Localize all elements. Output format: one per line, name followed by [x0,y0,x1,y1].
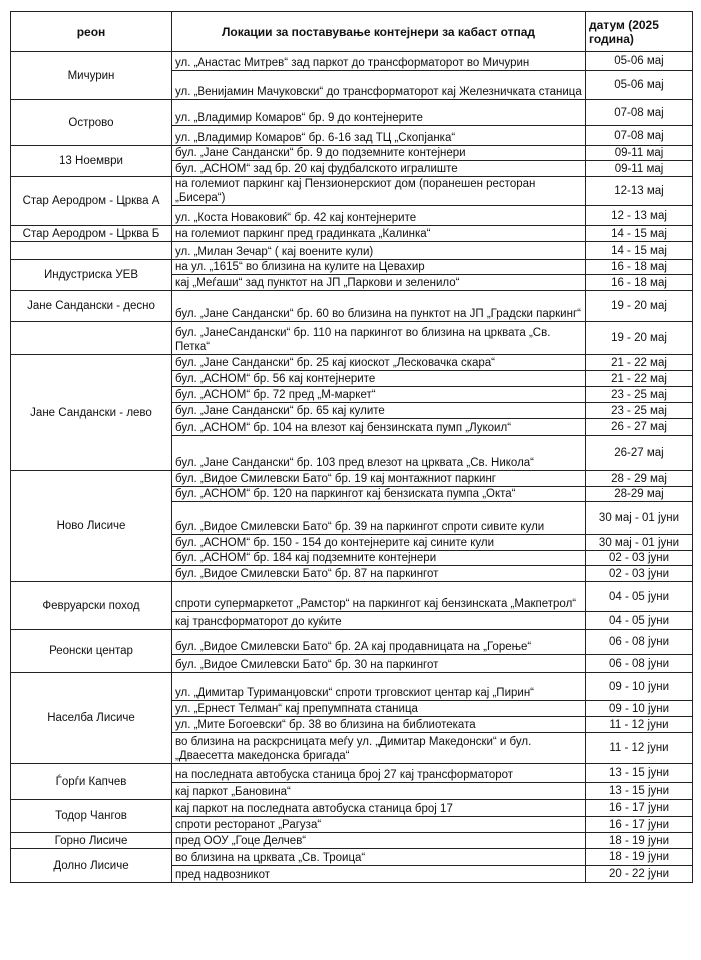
table-row [11,52,693,71]
location-cell: бул. „Видое Смилевски Бато“ бр. 39 на паркингот спроти сивите кули [172,502,586,535]
date-cell: 16 - 18 мај [586,275,693,291]
date-cell: 21 - 22 мај [586,355,693,371]
date-cell: 11 - 12 јуни [586,733,693,764]
location-cell: во близина на раскрсницата меѓу ул. „Димитар Македонски“ и бул. „Дваесетта македонска бригада“ [172,733,586,764]
location-cell: бул. „АСНОМ“ бр. 184 кај подземните контејнери [172,551,586,566]
date-cell: 16 - 17 јуни [586,800,693,817]
location-cell: на последната автобуска станица број 27 кај трансформаторот [172,764,586,783]
date-cell: 26-27 мај [586,436,693,471]
date-cell: 12-13 мај [586,177,693,206]
schedule-table [10,11,693,883]
location-cell: ул. „Милан Зечар“ ( кај воените кули) [172,242,586,260]
date-cell: 21 - 22 мај [586,371,693,387]
location-cell: бул. „АСНОМ“ бр. 120 на паркингот кај бензиската пумпа „Окта“ [172,487,586,502]
table-row [11,242,693,260]
location-cell: бул. „АСНОМ“ бр. 104 на влезот кај бензинската пумп „Лукоил“ [172,419,586,436]
date-cell: 30 мај - 01 јуни [586,502,693,535]
date-cell: 19 - 20 мај [586,322,693,355]
region-cell: Долно Лисиче [11,849,172,883]
schedule-body [11,52,693,883]
date-cell: 11 - 12 јуни [586,717,693,733]
location-cell: бул. „Видое Смилевски Бато“ бр. 19 кај монтажниот паркинг [172,471,586,487]
date-cell: 28-29 мај [586,487,693,502]
location-cell: ул. „Владимир Комаров“ бр. 9 до контејнерите [172,100,586,126]
date-cell: 14 - 15 мај [586,226,693,242]
date-cell: 19 - 20 мај [586,291,693,322]
date-cell: 20 - 22 јуни [586,866,693,883]
date-cell: 18 - 19 јуни [586,849,693,866]
location-cell: кај паркот на последната автобуска станица број 17 [172,800,586,817]
table-row [11,764,693,783]
region-cell: Населба Лисиче [11,673,172,764]
location-cell: пред надвозникот [172,866,586,883]
date-cell: 02 - 03 јуни [586,551,693,566]
location-cell: ул. „Димитар Туриманџовски“ спроти трговскиот центар кај „Пирин“ [172,673,586,701]
table-row [11,177,693,206]
region-cell: Острово [11,100,172,146]
table-row [11,260,693,275]
region-cell: Индустриска УЕВ [11,260,172,291]
header-region: реон [11,12,172,52]
date-cell: 06 - 08 јуни [586,655,693,673]
location-cell: спроти супермаркетот „Рамстор“ на паркингот кај бензинската „Макпетрол“ [172,582,586,612]
date-cell: 05-06 мај [586,71,693,100]
location-cell: бул. „АСНОМ“ бр. 150 - 154 до контејнерите кај сините кули [172,535,586,551]
table-row [11,355,693,371]
region-cell: 13 Ноември [11,146,172,177]
date-cell: 09-11 мај [586,146,693,161]
location-cell: кај „Меѓаши“ зад пунктот на ЈП „Паркови и зеленило“ [172,275,586,291]
table-row [11,630,693,655]
date-cell: 12 - 13 мај [586,206,693,226]
region-cell: Стар Аеродром - Црква А [11,177,172,226]
region-cell [11,242,172,260]
date-cell: 04 - 05 јуни [586,582,693,612]
region-cell: Јане Сандански - десно [11,291,172,322]
header-date: датум (2025 година) [586,12,693,52]
table-row [11,849,693,866]
date-cell: 23 - 25 мај [586,403,693,419]
location-cell: бул. „Јане Сандански“ бр. 103 пред влезот на црквата „Св. Никола“ [172,436,586,471]
date-cell: 16 - 17 јуни [586,817,693,833]
date-cell: 05-06 мај [586,52,693,71]
date-cell: 13 - 15 јуни [586,764,693,783]
date-cell: 06 - 08 јуни [586,630,693,655]
table-row [11,471,693,487]
location-cell: бул. „АСНОМ“ бр. 72 пред „М-маркет“ [172,387,586,403]
location-cell: ул. „Мите Богоевски“ бр. 38 во близина на библиотеката [172,717,586,733]
region-cell: Горно Лисиче [11,833,172,849]
table-row [11,226,693,242]
region-cell: Стар Аеродром - Црква Б [11,226,172,242]
location-cell: ул. „Владимир Комаров“ бр. 6-16 зад ТЦ „Скопјанка“ [172,126,586,146]
location-cell: бул. „Видое Смилевски Бато“ бр. 87 на паркингот [172,566,586,582]
location-cell: бул. „Јане Сандански“ бр. 60 во близина на пунктот на ЈП „Градски паркинг“ [172,291,586,322]
region-cell: Мичурин [11,52,172,100]
table-row [11,582,693,612]
date-cell: 07-08 мај [586,126,693,146]
region-cell: Тодор Чангов [11,800,172,833]
location-cell: бул. „ЈанеСандански“ бр. 110 на паркингот во близина на црквата „Св. Петка“ [172,322,586,355]
location-cell: на големиот паркинг кај Пензионерскиот дом (поранешен ресторан „Бисера“) [172,177,586,206]
header-row [11,12,693,52]
location-cell: ул. „Ернест Телман“ кај препумпната станица [172,701,586,717]
location-cell: на ул. „1615“ во близина на кулите на Цевахир [172,260,586,275]
date-cell: 28 - 29 мај [586,471,693,487]
date-cell: 02 - 03 јуни [586,566,693,582]
region-cell: Ново Лисиче [11,471,172,582]
region-cell [11,322,172,355]
table-row [11,291,693,322]
date-cell: 30 мај - 01 јуни [586,535,693,551]
table-row [11,833,693,849]
date-cell: 04 - 05 јуни [586,612,693,630]
region-cell: Ѓорѓи Капчев [11,764,172,800]
region-cell: Реонски центар [11,630,172,673]
table-row [11,800,693,817]
date-cell: 26 - 27 мај [586,419,693,436]
date-cell: 09-11 мај [586,161,693,177]
table-row [11,100,693,126]
table-row [11,146,693,161]
location-cell: бул. „Јане Сандански“ бр. 65 кај кулите [172,403,586,419]
table-row [11,673,693,701]
location-cell: бул. „Видое Смилевски Бато“ бр. 2А кај продавницата на „Горење“ [172,630,586,655]
date-cell: 14 - 15 мај [586,242,693,260]
location-cell: ул. „Венијамин Мачуковски“ до трансформаторот кај Железничката станица [172,71,586,100]
location-cell: кај трансформаторот до куќите [172,612,586,630]
location-cell: на големиот паркинг пред градинката „Калинка“ [172,226,586,242]
region-cell: Јане Сандански - лево [11,355,172,471]
date-cell: 07-08 мај [586,100,693,126]
header-location: Локации за поставување контејнери за кабаст отпад [172,12,586,52]
date-cell: 18 - 19 јуни [586,833,693,849]
location-cell: кај паркот „Бановина“ [172,783,586,800]
date-cell: 13 - 15 јуни [586,783,693,800]
location-cell: во близина на црквата „Св. Троица“ [172,849,586,866]
date-cell: 09 - 10 јуни [586,673,693,701]
location-cell: бул. „Јане Сандански“ бр. 9 до подземните контејнери [172,146,586,161]
date-cell: 09 - 10 јуни [586,701,693,717]
region-cell: Февруарски поход [11,582,172,630]
location-cell: бул. „Јане Сандански“ бр. 25 кај киоскот „Лесковачка скара“ [172,355,586,371]
location-cell: бул. „АСНОМ“ бр. 56 кај контејнерите [172,371,586,387]
location-cell: бул. „Видое Смилевски Бато“ бр. 30 на паркингот [172,655,586,673]
date-cell: 16 - 18 мај [586,260,693,275]
location-cell: спроти ресторанот „Рагуза“ [172,817,586,833]
table-row [11,322,693,355]
location-cell: ул. „Анастас Митрев“ зад паркот до трансформаторот во Мичурин [172,52,586,71]
location-cell: пред ООУ „Гоце Делчев“ [172,833,586,849]
date-cell: 23 - 25 мај [586,387,693,403]
location-cell: ул. „Коста Новаковиќ“ бр. 42 кај контејнерите [172,206,586,226]
location-cell: бул. „АСНОМ“ зад бр. 20 кај фудбалското игралиште [172,161,586,177]
